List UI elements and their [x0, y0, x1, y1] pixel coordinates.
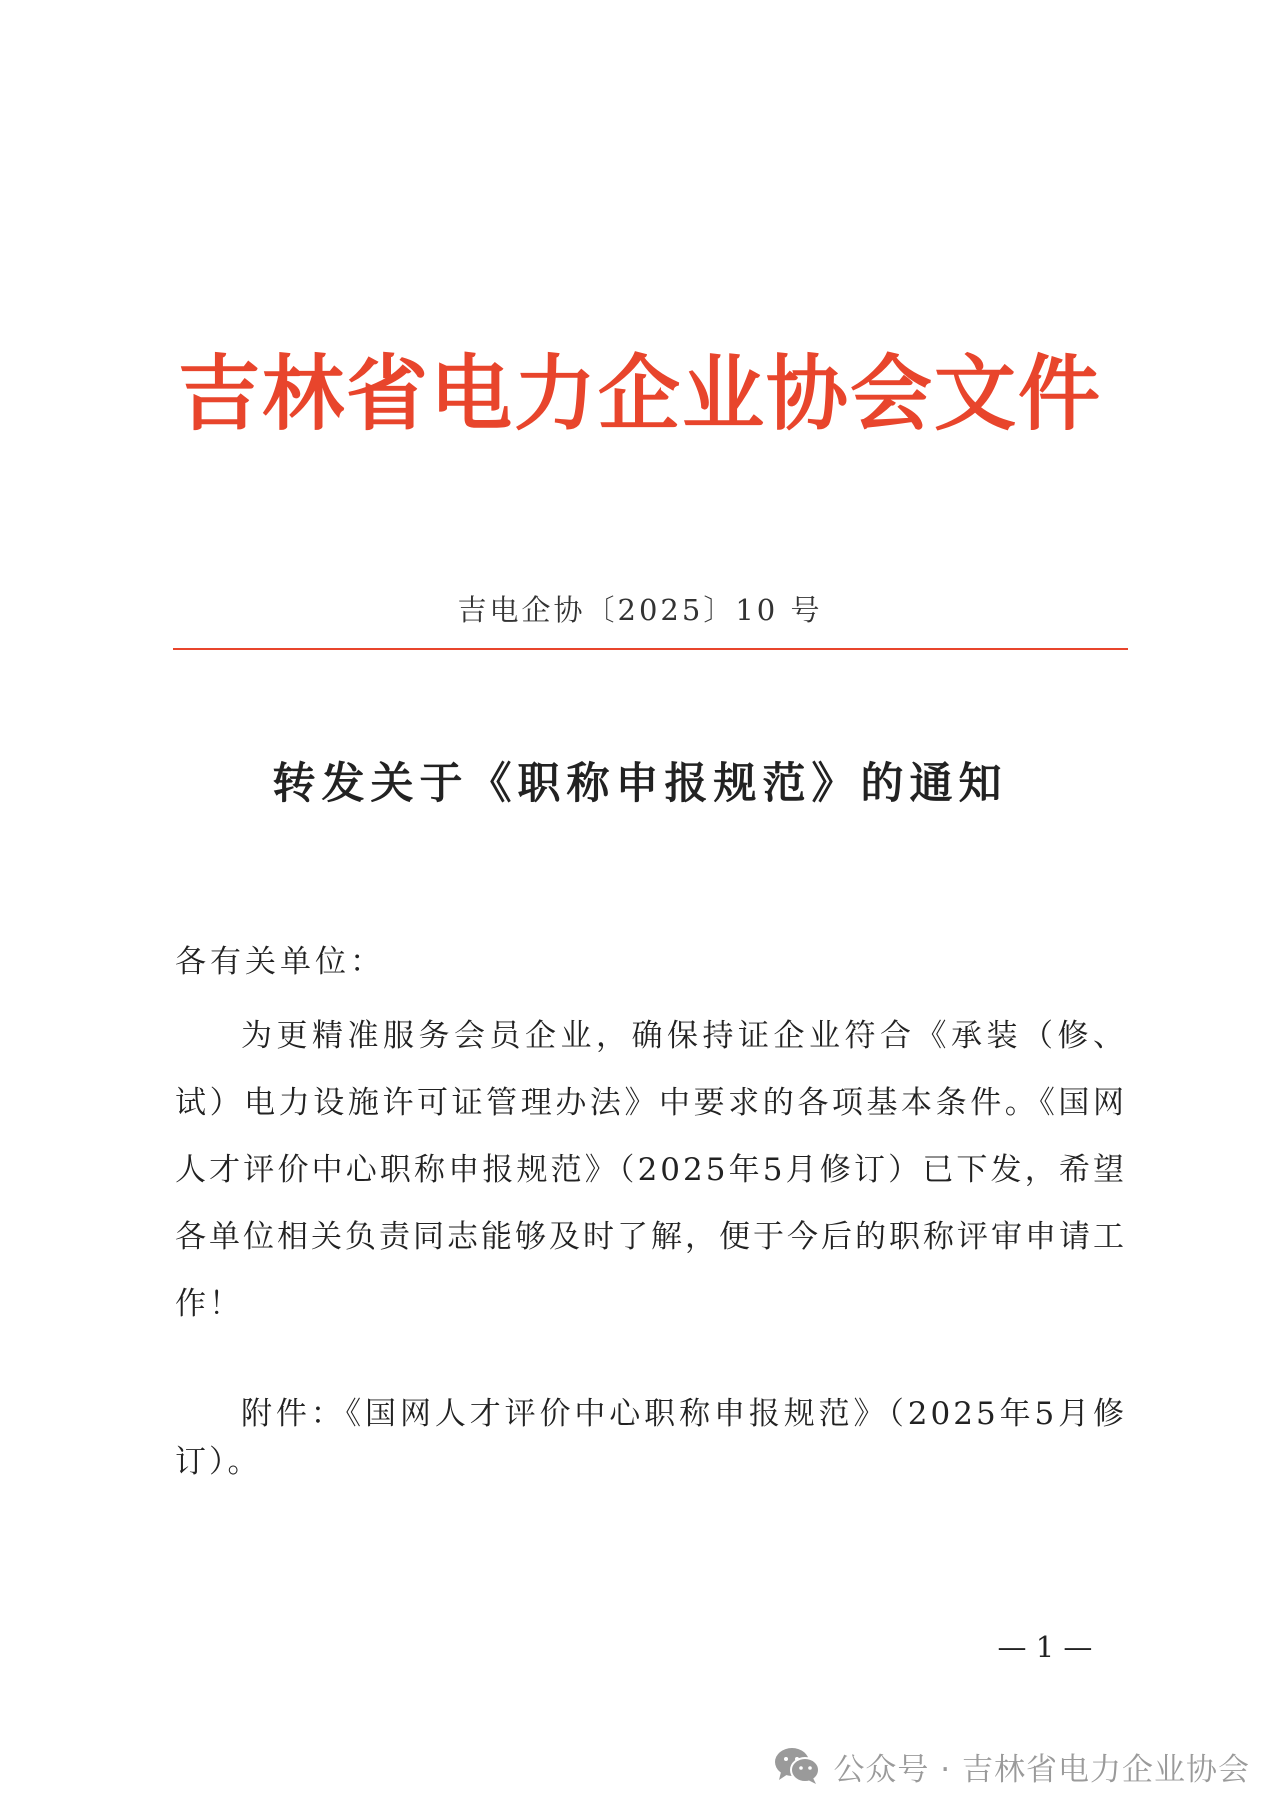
attachment-note: 附件：《国网人才评价中心职称申报规范》（2025年5月修订）。: [175, 1396, 1127, 1480]
page-number: — 1 —: [997, 1630, 1093, 1664]
document-number: 吉电企协〔2025〕10 号: [457, 593, 823, 627]
org-header-title: 吉林省电力企业协会文件: [177, 347, 1102, 442]
watermark-text: 公众号 · 吉林省电力企业协会: [833, 1751, 1250, 1788]
body-paragraph: 为更精准服务会员企业，确保持证企业符合《承装（修、试）电力设施许可证管理办法》中要求的各项基本条件。《国网人才评价中心职称申报规范》（2025年5月修订）已下发，希望各单位相关负责同志能够及时了解，便于今后的职称评审申请工作！: [175, 1018, 1127, 1322]
wechat-icon: [773, 1746, 821, 1786]
wechat-watermark: [773, 1742, 1250, 1790]
header-red-divider: [173, 648, 1128, 650]
salutation: 各有关单位：: [175, 944, 385, 980]
notice-title: 转发关于《职称申报规范》的通知: [272, 759, 1008, 809]
